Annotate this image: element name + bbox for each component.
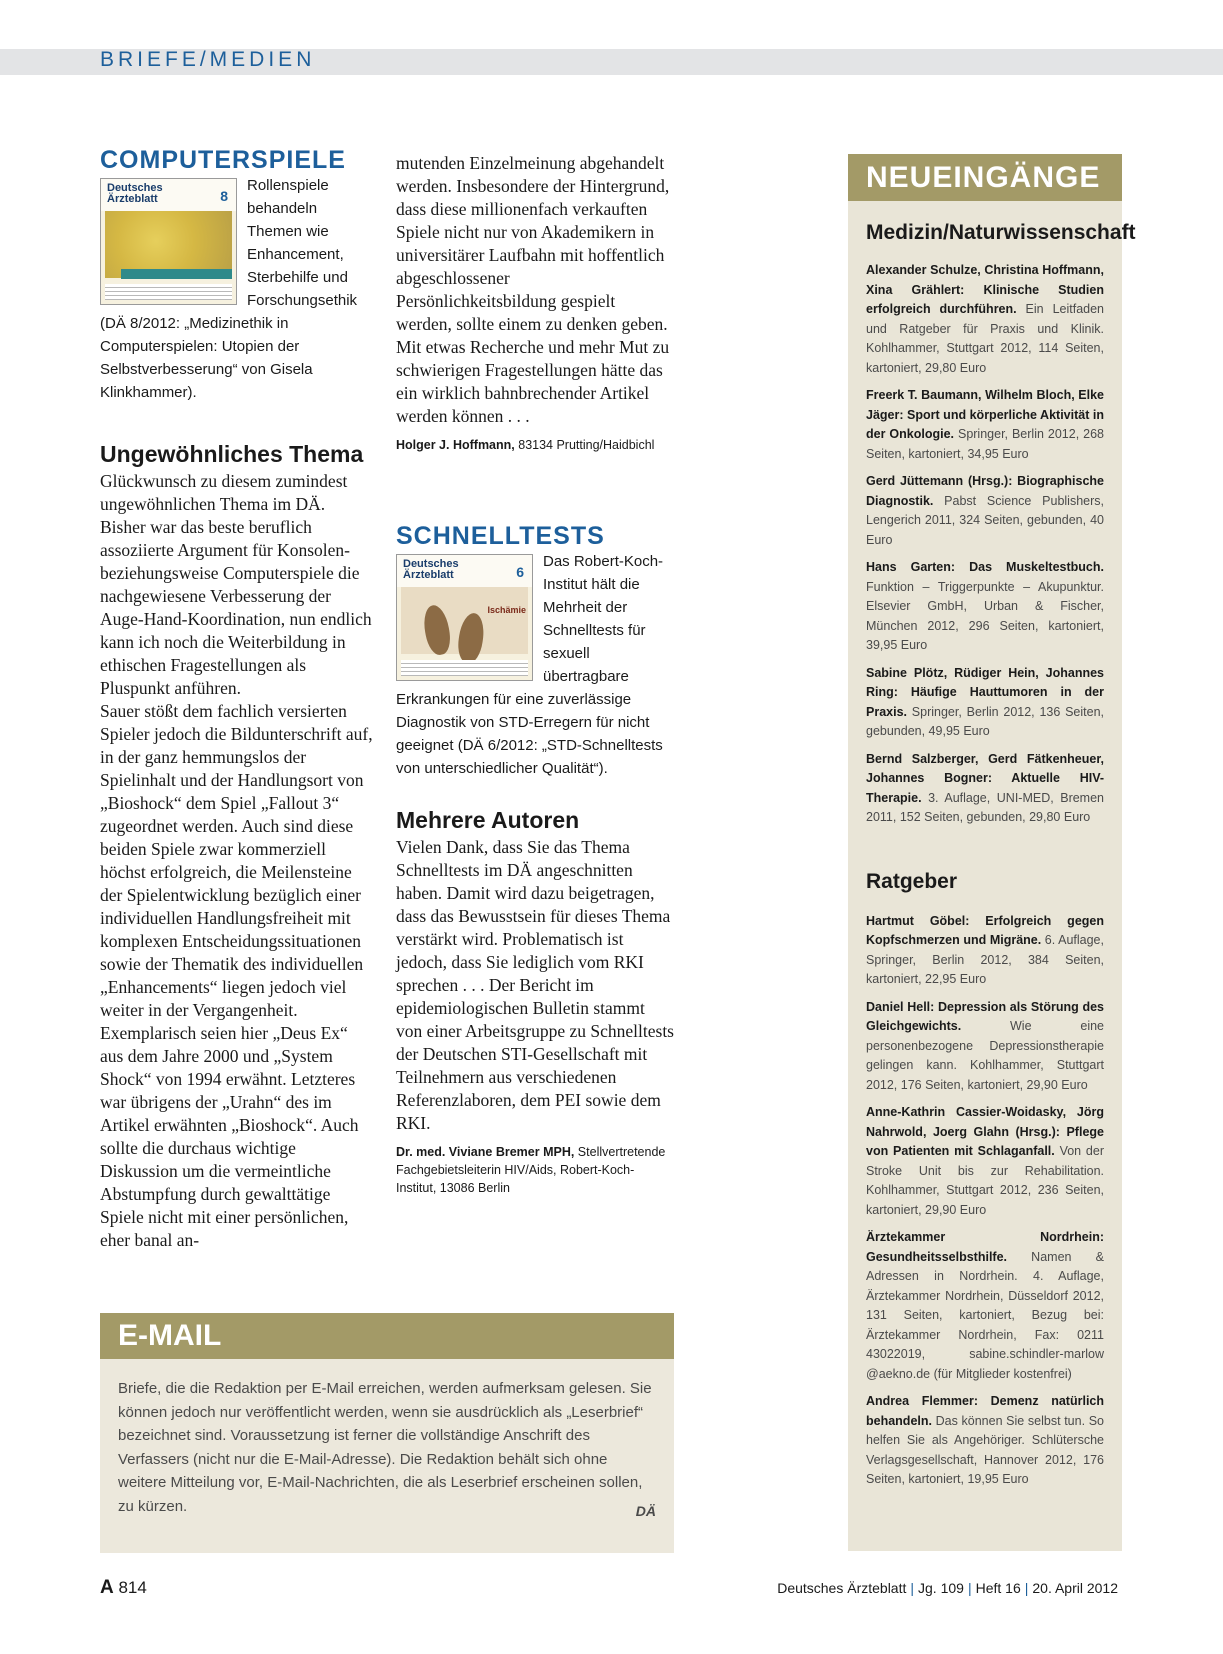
letter-text-paragraph: Vielen Dank, dass Sie das Thema Schnelltests im DÄ angeschnitten haben. Damit wird dazu beigetragen, dass das Bewusstsein für dieses Thema verstärkt wird. Problematisch ist jedoch, dass Sie lediglich vom RKI sprechen . . . Der Bericht im epidemiologischen Bulletin stammt von einer Arbeitsgruppe zu Schnelltests der Deutschen STI-Gesellschaft mit Teilnehmern aus verschiedenen Referenzlaboren, dem PEI sowie dem RKI. (396, 837, 674, 1133)
sidebar-entries-ratgeber (848, 912, 1122, 1490)
book-entry-details: Funktion – Triggerpunkte – Akupunktur. Elsevier GmbH, Urban & Fischer, München 2012, 296 Seiten, kartoniert, 39,95 Euro (866, 579, 1104, 652)
book-entry-details: 3. Auflage, UNI-MED, Bremen 2011, 152 Seiten, gebunden, 29,80 Euro (866, 790, 1104, 824)
letter-text-paragraph: mutenden Einzelmeinung abgehandelt werden. Insbesondere der Hintergrund, dass diese millionenfach verkauften Spiele nicht nur von Akademikern in universitärer Laufbahn mit hoffentlich abgeschlossener Persönlichkeitsbildung gespielt werden, sollte einem zu denken geben. (396, 153, 670, 334)
sidebar-section-title: Medizin/Naturwissenschaft (866, 221, 1136, 244)
email-box-text: Briefe, die die Redaktion per E-Mail erreichen, werden aufmerksam gelesen. Sie können jedoch nur veröffentlicht werden, wenn sie ausdrücklich als „Leserbrief“ bezeichnet sind. Voraussetzung ist ferner die vollständige Anschrift des Verfassers (nicht nur die E-Mail-Adresse). Die Redaktion behält sich ohne weitere Mitteilung vor, E-Mail-Nachrichten, die als Leserbrief erscheinen sollen, zu kürzen. (118, 1380, 652, 1515)
cover-title: Deutsches Ärzteblatt (107, 182, 163, 205)
book-entry (866, 750, 1104, 828)
book-entry (866, 472, 1104, 550)
book-entry-details: Von der Stroke Unit bis zur Rehabilitation. Kohlhammer, Stuttgart 2012, 236 Seiten, kartoniert, 29,90 Euro (866, 1144, 1104, 1217)
journal-volume: Jg. 109 (918, 1580, 964, 1596)
book-entry (866, 664, 1104, 742)
neueingaenge-sidebar (848, 154, 1136, 1551)
letter-heading-ungewoehnlich: Ungewöhnliches Thema (100, 441, 364, 467)
letter-signature (396, 436, 674, 454)
book-entry-title: Sabine Plötz, Rüdiger Hein, Johannes Ring: Häufige Hauttumoren in der Praxis. (866, 665, 1104, 719)
cover-issue-number: 8 (220, 188, 228, 204)
book-entry (866, 558, 1104, 656)
signature-name: Holger J. Hoffmann, (396, 438, 515, 452)
book-entry (866, 261, 1104, 378)
cover-image-schnelltests (396, 554, 533, 681)
middle-column (396, 152, 674, 1197)
book-entry-title: Ärztekammer Nordrhein: Gesundheitsselbsthilfe. (866, 1230, 1104, 1264)
journal-name: Deutsches Ärzteblatt (777, 1580, 907, 1596)
journal-footer: Deutsches Ärzteblatt | Jg. 109 | Heft 16 | 20. April 2012 (777, 1580, 1118, 1596)
schnelltests-kicker: SCHNELLTESTS (396, 522, 605, 550)
book-entry-title: Anne-Kathrin Cassier-Woidasky, Jörg Nahrwold, Joerg Glahn (Hrsg.): Pflege von Patienten mit Schlaganfall. (866, 1105, 1104, 1158)
book-entry (866, 912, 1104, 990)
book-entry (866, 1228, 1104, 1384)
section-title: BRIEFE/MEDIEN (100, 48, 316, 71)
book-entry-title: Hans Garten: Das Muskeltestbuch. (866, 560, 1104, 574)
email-info-box (100, 1313, 674, 1553)
book-entry-title: Andrea Flemmer: Demenz natürlich behandeln. (866, 1394, 1104, 1428)
journal-date: 20. April 2012 (1032, 1580, 1118, 1596)
letter-text-paragraph: Mit etwas Recherche und mehr Mut zu schwierigen Fragestellungen hätte das ein wirklich bahnbrechender Artikel werden können . . . (396, 337, 670, 426)
book-entry-title: Freerk T. Baumann, Wilhelm Bloch, Elke Jäger: Sport und körperliche Aktivität in der Onkologie. (866, 388, 1104, 441)
sidebar-section-title: Ratgeber (866, 869, 958, 893)
cover-label: Ischämie (487, 605, 526, 615)
journal-issue: Heft 16 (975, 1580, 1021, 1596)
sidebar-title: NEUEINGÄNGE (866, 161, 1101, 194)
book-entry-title: Alexander Schulze, Christina Hoffmann, Xina Grählert: Klinische Studien erfolgreich durchführen. (866, 263, 1104, 316)
book-entry (866, 1103, 1104, 1220)
book-entry (866, 1392, 1104, 1490)
cover-issue-number: 6 (516, 564, 524, 580)
computerspiele-intro-text: Rollenspiele behandeln Themen wie Enhancement, Sterbehilfe und Forschungsethik (DÄ 8/2012: „Medizinethik in Computerspielen: Utopien der Selbstverbesserung“ von Gisela Klinkhammer). (100, 177, 358, 401)
book-entry-details: Springer, Berlin 2012, 136 Seiten, gebunden, 49,95 Euro (866, 704, 1104, 738)
signature-details: Stellvertretende Fachgebietsleiterin HIV/Aids, Robert-Koch-Institut, 13086 Berlin (396, 1145, 666, 1195)
page-number (100, 1577, 147, 1599)
book-entry-title: Hartmut Göbel: Erfolgreich gegen Kopfschmerzen und Migräne. (866, 913, 1104, 947)
computerspiele-column (100, 146, 375, 1252)
signature-name: Dr. med. Viviane Bremer MPH, (396, 1145, 575, 1159)
cover-image-computerspiele (100, 178, 237, 305)
page-prefix: A (100, 1577, 114, 1598)
letter-text-paragraph: Glückwunsch zu diesem zumindest ungewöhnlichen Thema im DÄ. Bisher war das beste beruflich assoziierte Argument für Konsolen- beziehungsweise Computerspiele die nachgewiesene Verbesserung der Auge-Hand-Koordination, nun endlich kann ich noch die Weiterbildung in ethischen Fragestellungen als Pluspunkt anführen. (100, 471, 372, 698)
email-box-header (100, 1313, 674, 1359)
book-entry-details: Springer, Berlin 2012, 268 Seiten, kartoniert, 34,95 Euro (866, 427, 1104, 461)
computerspiele-intro (100, 174, 375, 404)
email-box-title: E-MAIL (118, 1319, 222, 1352)
book-entry-details: Namen & Adressen in Nordrhein. 4. Auflage, Ärztekammer Nordrhein, Düsseldorf 2012, 131 Seiten, kartoniert, Bezug bei: Ärztekammer Nordrhein, Fax: 0211 43022019, sabine.schindler-marlow @aekno.de (für Mitglieder kostenfrei) (866, 1249, 1104, 1381)
letter-text-paragraph: Sauer stößt dem fachlich versierten Spieler jedoch die Bildunterschrift auf, in der ganz hemmungslos der Spielinhalt und der Handlungsort von „Bioshock“ dem Spiel „Fallout 3“ zugeordnet werden. Auch sind diese beiden Spiele zwar kommerziell höchst erfolgreich, die Meilensteine der Spielentwicklung bezüglich einer individuellen Handlungsfreiheit mit komplexen Entscheidungssituationen sowie der Thematik des individuellen „Enhancements“ liegen jedoch viel weiter in der Vergangenheit. Exemplarisch seien hier „Deus Ex“ aus dem Jahre 2000 und „System Shock“ von 1994 erwähnt. Letzteres war übrigens der „Urahn“ des im Artikel erwähnten „Bioshock“. Auch sollte die durchaus wichtige Diskussion um die vermeintliche Abstumpfung durch gewalttätige Spiele nicht mit einer persönlichen, eher banal an- (100, 701, 373, 1250)
letter-signature (396, 1143, 674, 1197)
computerspiele-kicker: COMPUTERSPIELE (100, 146, 346, 174)
book-entry-details: Pabst Science Publishers, Lengerich 2011, 324 Seiten, gebunden, 40 Euro (866, 493, 1104, 547)
book-entry-details: Wie eine personenbezogene Depressionstherapie gelingen kann. Kohlhammer, Stuttgart 2012, 176 Seiten, kartoniert, 29,90 Euro (866, 1019, 1104, 1092)
book-entry-details: Das können Sie selbst tun. So helfen Sie als Angehöriger. Schlütersche Verlagsgesellschaft, Hannover 2012, 176 Seiten, kartoniert, 19,95 Euro (866, 1413, 1104, 1486)
book-entry-title: Bernd Salzberger, Gerd Fätkenheuer, Johannes Bogner: Aktuelle HIV-Therapie. (866, 751, 1104, 805)
book-entry (866, 386, 1104, 464)
signature-place: 83134 Prutting/Haidbichl (514, 438, 655, 452)
book-entry-details: Ein Leitfaden und Ratgeber für Praxis und Klinik. Kohlhammer, Stuttgart 2012, 114 Seiten, kartoniert, 29,80 Euro (866, 302, 1104, 375)
email-box-signature: DÄ (635, 1503, 656, 1519)
book-entry-title: Daniel Hell: Depression als Störung des Gleichgewichts. (866, 999, 1104, 1033)
letter-heading-mehrere-autoren: Mehrere Autoren (396, 807, 580, 833)
sidebar-header (848, 154, 1122, 201)
book-entry (866, 998, 1104, 1096)
book-entry-title: Gerd Jüttemann (Hrsg.): Biographische Diagnostik. (866, 474, 1104, 508)
schnelltests-intro (396, 550, 674, 780)
book-entry-details: 6. Auflage, Springer, Berlin 2012, 384 Seiten, kartoniert, 22,95 Euro (866, 933, 1104, 986)
schnelltests-intro-text: Das Robert-Koch-Institut hält die Mehrheit der Schnelltests für sexuell übertragbare Erkrankungen für eine zuverlässige Diagnostik von STD-Erregern für nicht geeignet (DÄ 6/2012: „STD-Schnelltests von unterschiedlicher Qualität“). (396, 553, 664, 777)
sidebar-entries-medizin (848, 261, 1122, 828)
page-number-value: 814 (113, 1578, 147, 1597)
cover-title: Deutsches Ärzteblatt (403, 558, 459, 581)
